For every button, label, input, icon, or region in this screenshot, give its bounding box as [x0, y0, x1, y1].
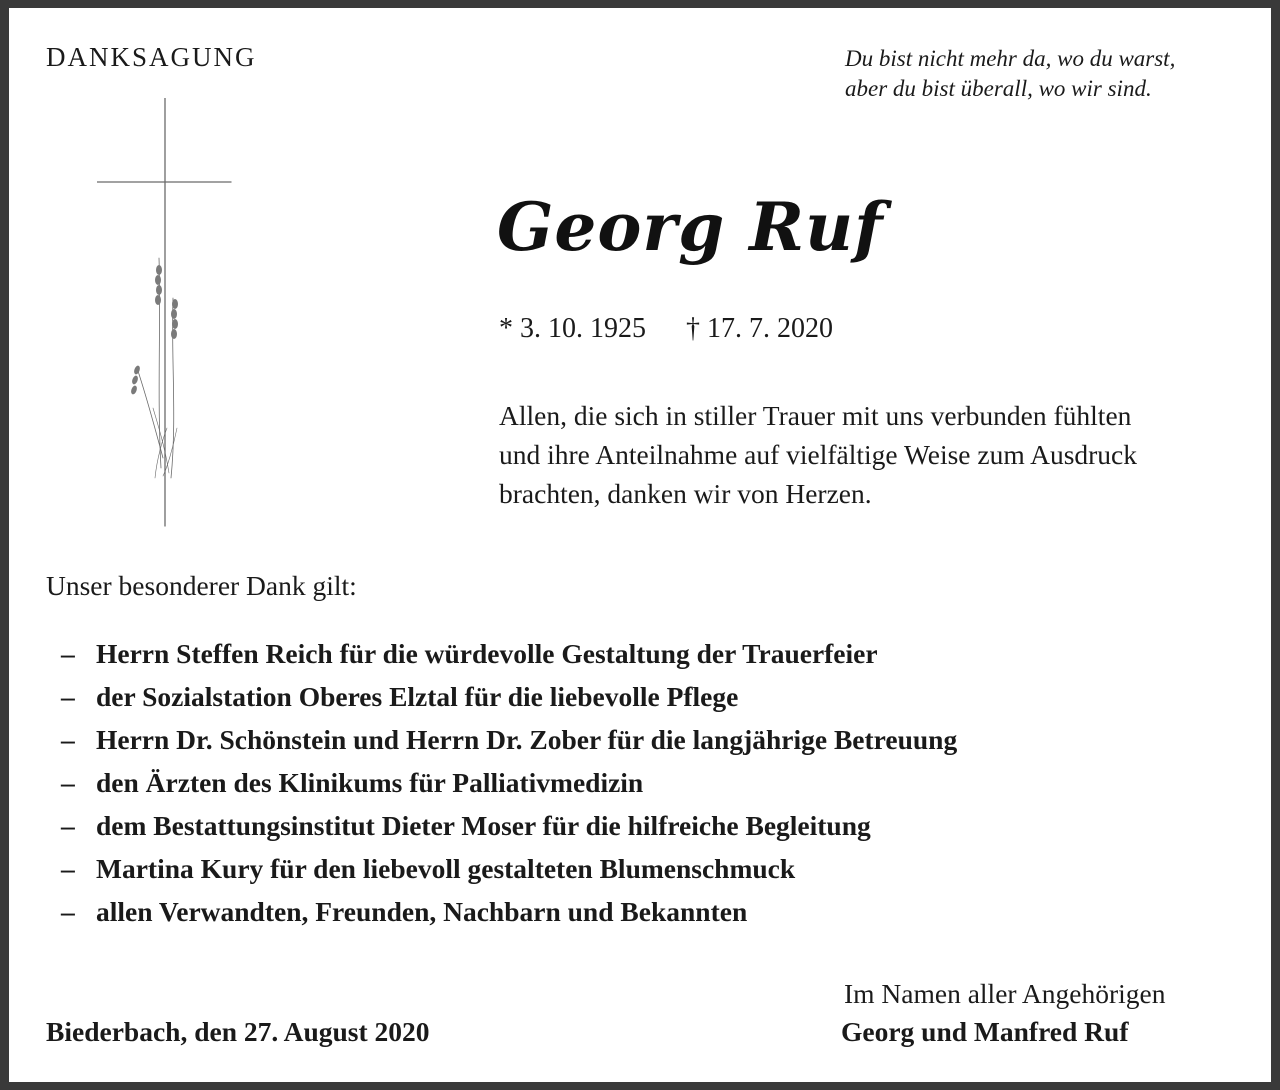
- list-item: [61, 890, 957, 933]
- list-marker: –: [61, 638, 75, 669]
- list-item: [61, 718, 957, 761]
- thanks-lead: Unser besonderer Dank gilt:: [46, 570, 357, 601]
- notice-heading: DANKSAGUNG: [46, 42, 257, 72]
- quote-line: Du bist nicht mehr da, wo du warst,: [845, 46, 1176, 71]
- intro-line: brachten, danken wir von Herzen.: [499, 478, 872, 509]
- list-item-text: den Ärzten des Klinikums für Palliativmedizin: [96, 767, 644, 798]
- thanks-list: [61, 632, 957, 933]
- list-item-text: der Sozialstation Oberes Elztal für die liebevolle Pflege: [96, 681, 739, 712]
- birth-date: * 3. 10. 1925: [499, 313, 646, 344]
- list-item: [61, 761, 957, 804]
- list-item-text: Herrn Steffen Reich für die würdevolle Gestaltung der Trauerfeier: [96, 638, 878, 669]
- list-item: [61, 632, 957, 675]
- list-item: [61, 804, 957, 847]
- intro-line: Allen, die sich in stiller Trauer mit uns verbunden fühlten: [499, 400, 1132, 431]
- memorial-quote: [845, 44, 1255, 104]
- list-item: [61, 847, 957, 890]
- list-item-text: dem Bestattungsinstitut Dieter Moser für die hilfreiche Begleitung: [96, 810, 871, 841]
- list-item-text: Martina Kury für den liebevoll gestalteten Blumenschmuck: [96, 853, 796, 884]
- list-marker: –: [61, 767, 75, 798]
- list-item-text: allen Verwandten, Freunden, Nachbarn und Bekannten: [96, 896, 748, 927]
- list-marker: –: [61, 853, 75, 884]
- death-date: † 17. 7. 2020: [686, 313, 833, 344]
- cross-with-wheat-icon: [97, 98, 243, 528]
- signoff-names: Georg und Manfred Ruf: [841, 1016, 1129, 1047]
- intro-text: [499, 396, 1259, 513]
- quote-line: aber du bist überall, wo wir sind.: [845, 76, 1152, 101]
- list-marker: –: [61, 896, 75, 927]
- obituary-notice: [9, 8, 1271, 1082]
- intro-line: und ihre Anteilnahme auf vielfältige Weise zum Ausdruck: [499, 439, 1138, 470]
- list-marker: –: [61, 810, 75, 841]
- list-marker: –: [61, 681, 75, 712]
- list-item: [61, 675, 957, 718]
- place-and-date: Biederbach, den 27. August 2020: [46, 1016, 430, 1047]
- list-marker: –: [61, 724, 75, 755]
- deceased-name: Georg Ruf: [497, 188, 884, 266]
- signoff-line: Im Namen aller Angehörigen: [844, 978, 1166, 1009]
- life-dates: [499, 313, 833, 345]
- list-item-text: Herrn Dr. Schönstein und Herrn Dr. Zober für die langjährige Betreuung: [96, 724, 958, 755]
